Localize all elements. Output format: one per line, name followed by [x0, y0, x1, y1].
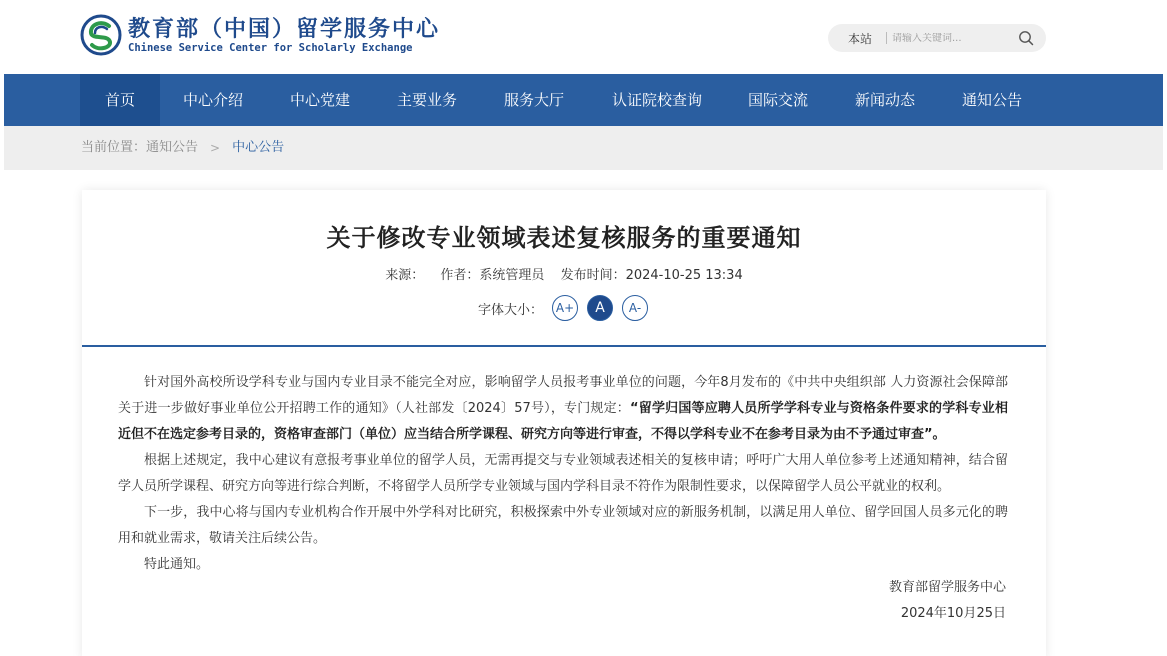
article-body: [118, 370, 1008, 578]
signature-org: 教育部留学服务中心: [888, 580, 1006, 595]
article-source: 来源：: [385, 268, 425, 283]
nav-item-news[interactable]: 新闻动态: [854, 91, 915, 109]
article-title: 关于修改专业领域表述复核服务的重要通知: [326, 224, 802, 252]
breadcrumb-parent-link[interactable]: 通知公告: [146, 140, 199, 155]
nav-item-party[interactable]: 中心党建: [289, 91, 350, 109]
site-logo[interactable]: [80, 14, 440, 56]
breadcrumb: [81, 126, 284, 170]
cssc-logo-icon: [80, 14, 122, 56]
article-card: [82, 190, 1046, 656]
font-size-control: [478, 294, 648, 322]
nav-item-about[interactable]: 中心介绍: [182, 91, 243, 109]
font-decrease-button[interactable]: A-: [622, 295, 648, 321]
breadcrumb-separator: >: [210, 141, 221, 155]
nav-item-business[interactable]: 主要业务: [396, 91, 457, 109]
search-box: [828, 24, 1046, 52]
paragraph-1-emphasis: “留学归国等应聘人员所学学科专业与资格条件要求的学科专业相近但不在选定参考目录的，资格审查部门（单位）应当结合所学课程、研究方向等进行审查，不得以学科专业不在参考目录为由不予通过审查”。: [118, 401, 1008, 442]
nav-item-notices[interactable]: 通知公告: [961, 91, 1022, 109]
article-paragraph-2: 根据上述规定，我中心建议有意报考事业单位的留学人员，无需再提交与专业领域表述相关的复核申请；呼吁广大用人单位参考上述通知精神，结合留学人员所学课程、研究方向等进行综合判断，不将留学人员所学专业领域与国内学科目录不符作为限制性要求，以保障留学人员公平就业的权利。: [118, 453, 1008, 494]
breadcrumb-current-link[interactable]: 中心公告: [232, 140, 285, 155]
signature-date: 2024年10月25日: [900, 606, 1006, 621]
font-size-label: 字体大小：: [478, 302, 544, 318]
paragraph-1-text: 针对国外高校所设学科专业与国内专业目录不能完全对应，影响留学人员报考事业单位的问题，今年8月发布的《中共中央组织部 人力资源社会保障部关于进一步做好事业单位公开招聘工作的通知》（人社部发〔2024〕57号），专门规定：: [118, 375, 1008, 416]
article-paragraph-1: [118, 370, 1008, 448]
article-paragraph-3: 下一步，我中心将与国内专业机构合作开展中外学科对比研究，积极探索中外专业领域对应的新服务机制，以满足用人单位、留学回国人员多元化的聘用和就业需求，敬请关注后续公告。: [118, 505, 1008, 546]
search-input[interactable]: [892, 33, 1004, 44]
logo-english-name: Chinese Service Center for Scholarly Exchange: [128, 41, 413, 54]
logo-chinese-name: 教育部（中国）留学服务中心: [128, 15, 441, 42]
font-increase-button[interactable]: A+: [552, 295, 578, 321]
article-paragraph-4: 特此通知。: [144, 557, 210, 572]
nav-item-service-hall[interactable]: 服务大厅: [503, 91, 564, 109]
nav-item-school-verify[interactable]: 认证院校查询: [611, 91, 702, 109]
search-icon[interactable]: [1018, 30, 1034, 46]
article-author: 作者：系统管理员: [440, 268, 545, 283]
article-meta: [82, 264, 1046, 283]
nav-item-international[interactable]: 国际交流: [747, 91, 808, 109]
breadcrumb-prefix: 当前位置：: [81, 140, 147, 155]
main-nav: [4, 74, 1163, 126]
font-default-button[interactable]: A: [587, 295, 613, 321]
article-publish-time: 发布时间：2024-10-25 13:34: [560, 268, 743, 283]
breadcrumb-bar: [4, 126, 1163, 170]
nav-item-home[interactable]: 首页: [80, 74, 160, 126]
title-divider: [82, 345, 1046, 347]
search-divider: [886, 32, 887, 44]
search-scope-select[interactable]: 本站: [848, 31, 873, 46]
site-header: [0, 0, 1167, 74]
